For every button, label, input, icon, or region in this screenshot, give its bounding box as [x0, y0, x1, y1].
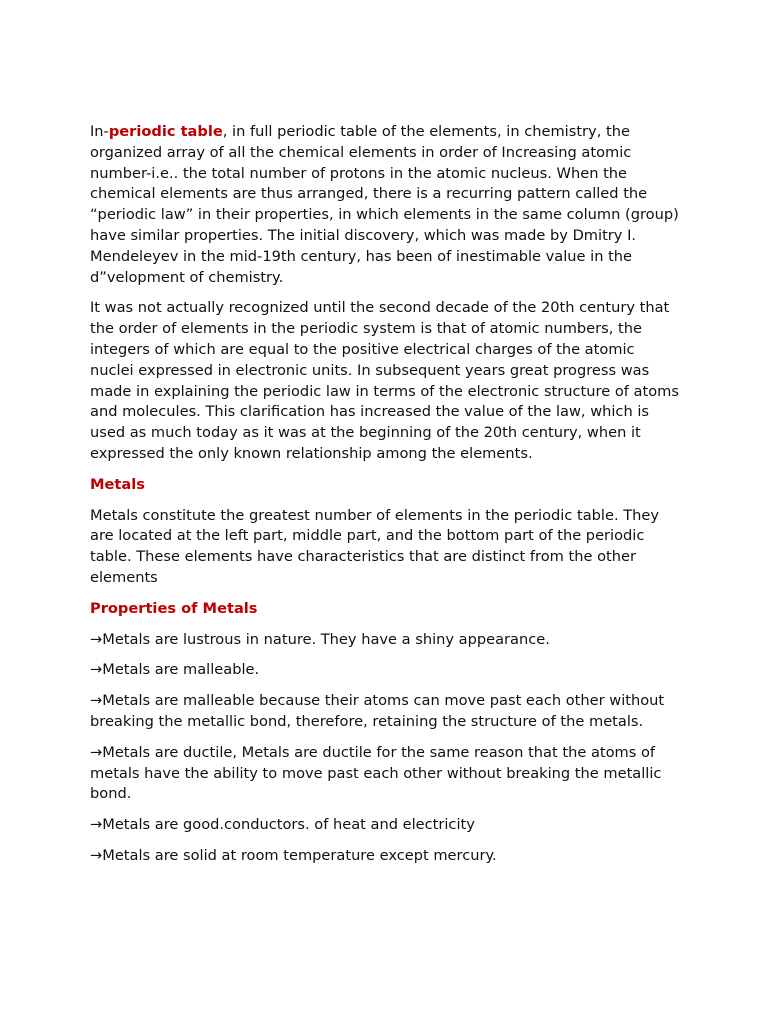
- property-item: →Metals are good.conductors. of heat and electricity: [90, 816, 475, 834]
- history-paragraph: It was not actually recognized until the second decade of the 20th century that the order of elements in the periodic system is that of atomic numbers, the integers of which are equal to the positive electrical charges of the atomic nuclei expressed in electronic units. In subsequent years great progress was made in explaining the periodic law in terms of the electronic structure of atoms and molecules. This clarification has increased the value of the law, which is used as much today as it was at the beginning of the 20th century, when it expressed the only known relationship among the elements.: [90, 299, 679, 462]
- intro-text: , in full periodic table of the elements, in chemistry, the organized array of all the chemical elements in order of Increasing atomic number-i.e.. the total number of protons in the atomic nucleus. When the chemical elements are thus arranged, there is a recurring pattern called the “periodic law” in their properties, in which elements in the same column (group) have similar properties. The initial discovery, which was made by Dmitry I. Mendeleyev in the mid-19th century, has been of inestimable value in the d”velopment of chemistry.: [90, 123, 679, 286]
- metals-heading: Metals: [90, 475, 145, 493]
- property-item: →Metals are solid at room temperature except mercury.: [90, 846, 497, 864]
- intro-paragraph: [90, 122, 680, 288]
- property-item: →Metals are malleable because their atoms can move past each other without breaking the metallic bond, therefore, retaining the structure of the metals.: [90, 692, 665, 730]
- intro-prefix: In-: [90, 123, 109, 140]
- metals-paragraph: Metals constitute the greatest number of elements in the periodic table. They are located at the left part, middle part, and the bottom part of the periodic table. These elements have characteristics that are distinct from the other elements: [90, 506, 660, 586]
- property-item: →Metals are malleable.: [90, 661, 260, 679]
- periodic-table-highlight: periodic table: [108, 123, 223, 140]
- property-item: →Metals are ductile, Metals are ductile for the same reason that the atoms of metals have the ability to move past each other without breaking the metallic bond.: [90, 743, 662, 803]
- property-item: →Metals are lustrous in nature. They have a shiny appearance.: [90, 630, 550, 648]
- properties-heading: Properties of Metals: [90, 599, 258, 617]
